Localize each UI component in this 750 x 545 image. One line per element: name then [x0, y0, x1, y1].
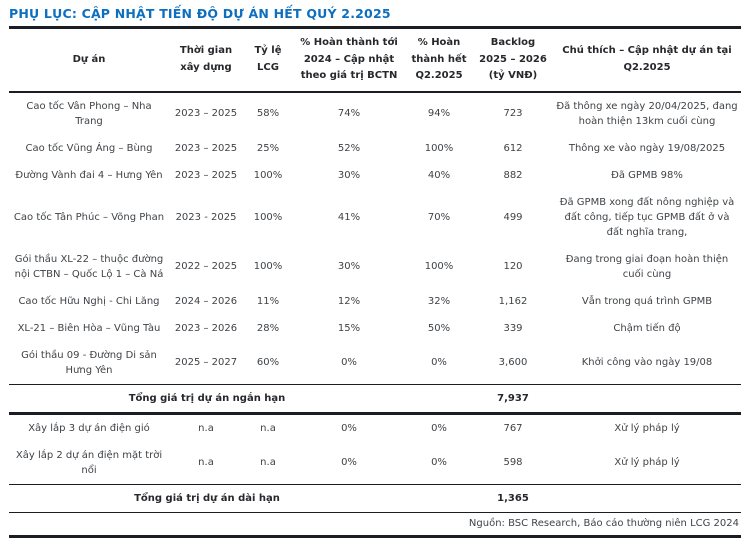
value-cell: 70% [427, 211, 451, 223]
value-cell: 40% [427, 169, 451, 181]
value-cell: 598 [503, 457, 523, 468]
project-name-cell: Gói thầu 09 - Đường Di sản Hưng Yên [21, 349, 157, 376]
value-cell: 723 [503, 108, 523, 119]
table-row [9, 92, 741, 135]
short-term-total-value: 7,937 [473, 384, 553, 413]
value-cell: 100% [424, 142, 454, 154]
value-cell: 30% [337, 169, 361, 181]
value-cell: 1,162 [498, 295, 528, 307]
value-cell: 32% [427, 295, 451, 307]
value-cell: 339 [503, 322, 523, 334]
value-cell: 100% [253, 211, 283, 223]
value-cell: 25% [256, 142, 280, 154]
value-cell: 0% [341, 357, 357, 368]
table-row [9, 315, 741, 342]
value-cell: 0% [341, 457, 357, 468]
project-name-cell: XL-21 – Biên Hòa – Vũng Tàu [17, 322, 161, 334]
value-cell: 30% [337, 261, 361, 272]
table-header [9, 29, 741, 92]
source-note: Nguồn: BSC Research, Báo cáo thường niên LCG 2024 [9, 513, 741, 538]
long-term-total-row [9, 484, 741, 512]
value-cell: n.a [260, 457, 276, 468]
note-cell: Thông xe vào ngày 19/08/2025 [568, 142, 726, 154]
long-term-total-value: 1,365 [473, 484, 553, 512]
value-cell: n.a [198, 422, 214, 434]
value-cell: 15% [337, 322, 361, 334]
value-cell: 74% [337, 108, 361, 119]
project-name-cell: Gói thầu XL-22 – thuộc đường nội CTBN – Quốc Lộ 1 – Cà Ná [14, 253, 164, 280]
value-cell: 2023 – 2026 [174, 322, 238, 334]
value-cell: 41% [337, 211, 361, 223]
value-cell: 100% [424, 261, 454, 272]
project-progress-table-wrap [9, 26, 741, 513]
value-cell: 2025 – 2027 [174, 357, 238, 368]
value-cell: 60% [256, 357, 280, 368]
note-cell: Vẫn trong quá trình GPMB [581, 295, 713, 307]
header-row [9, 29, 741, 92]
project-name-cell: Cao tốc Tân Phúc – Võng Phan [13, 211, 165, 223]
value-cell: 0% [431, 457, 447, 468]
project-name-cell: Đường Vành đai 4 – Hưng Yên [15, 169, 163, 181]
empty-cell [405, 484, 473, 512]
project-name-cell: Xây lắp 2 dự án điện mặt trời nổi [15, 449, 163, 476]
short-term-projects-body [9, 92, 741, 385]
value-cell: 499 [503, 211, 523, 223]
value-cell: 28% [256, 322, 280, 334]
table-row [9, 288, 741, 315]
value-cell: 767 [503, 422, 523, 434]
value-cell: 0% [431, 357, 447, 368]
project-progress-table [9, 29, 741, 513]
project-name-cell: Cao tốc Vũng Áng – Bùng [25, 142, 153, 154]
header-pct-complete-q2-2025: % Hoàn thành hết Q2.2025 [405, 29, 473, 92]
long-term-total-label: Tổng giá trị dự án dài hạn [9, 484, 405, 512]
value-cell: 50% [427, 322, 451, 334]
project-name-cell: Cao tốc Vân Phong – Nha Trang [26, 100, 152, 127]
value-cell: 2022 – 2025 [174, 261, 238, 272]
value-cell: 2023 – 2025 [174, 142, 238, 154]
note-cell: Khởi công vào ngày 19/08 [581, 357, 713, 368]
note-cell: Đã GPMB xong đất nông nghiệp và đất công, tiếp tục GPMB đất ở và đất nghĩa trang, [559, 196, 735, 238]
value-cell: 2024 – 2026 [174, 295, 238, 307]
value-cell: 0% [341, 422, 357, 434]
value-cell: 120 [503, 261, 523, 272]
value-cell: 12% [337, 295, 361, 307]
note-cell: Chậm tiến độ [613, 322, 681, 334]
project-name-cell: Xây lắp 3 dự án điện gió [28, 422, 150, 434]
table-row [9, 189, 741, 246]
value-cell: 3,600 [498, 357, 528, 368]
note-cell: Đang trong giai đoạn hoàn thiện cuối cùng [565, 253, 729, 280]
table-row [9, 413, 741, 442]
value-cell: 11% [256, 295, 280, 307]
value-cell: n.a [198, 457, 214, 468]
value-cell: 2023 – 2025 [174, 108, 238, 119]
table-row [9, 135, 741, 162]
page-title: PHỤ LỤC: CẬP NHẬT TIẾN ĐỘ DỰ ÁN HẾT QUÝ 2.2025 [9, 6, 391, 21]
empty-cell [405, 384, 473, 413]
note-cell: Xử lý pháp lý [614, 422, 680, 434]
value-cell: 2023 – 2025 [174, 169, 238, 181]
project-name-cell: Cao tốc Hữu Nghị - Chi Lăng [18, 295, 160, 307]
value-cell: 882 [503, 169, 523, 181]
value-cell: 52% [337, 142, 361, 154]
table-row [9, 162, 741, 189]
value-cell: 58% [256, 108, 280, 119]
short-term-total-label: Tổng giá trị dự án ngắn hạn [9, 384, 405, 413]
header-construction-time: Thời gian xây dựng [169, 29, 243, 92]
header-backlog: Backlog 2025 – 2026 (tỷ VNĐ) [473, 29, 553, 92]
value-cell: n.a [260, 422, 276, 434]
header-pct-complete-2024: % Hoàn thành tới 2024 – Cập nhật theo giá trị BCTN [293, 29, 405, 92]
long-term-total-body [9, 484, 741, 512]
empty-cell [553, 384, 741, 413]
header-lcg-share: Tỷ lệ LCG [243, 29, 293, 92]
note-cell: Đã GPMB 98% [611, 169, 683, 181]
table-row [9, 342, 741, 385]
header-notes: Chú thích – Cập nhật dự án tại Q2.2025 [553, 29, 741, 92]
value-cell: 612 [503, 142, 523, 154]
value-cell: 100% [253, 261, 283, 272]
short-term-total-row [9, 384, 741, 413]
empty-cell [553, 484, 741, 512]
short-term-total-body [9, 384, 741, 413]
long-term-projects-body [9, 413, 741, 484]
header-project: Dự án [9, 29, 169, 92]
note-cell: Đã thông xe ngày 20/04/2025, đang hoàn thiện 13km cuối cùng [556, 100, 738, 127]
table-row [9, 246, 741, 288]
value-cell: 0% [431, 422, 447, 434]
table-row [9, 442, 741, 485]
value-cell: 2023 - 2025 [175, 211, 237, 223]
value-cell: 94% [427, 108, 451, 119]
value-cell: 100% [253, 169, 283, 181]
note-cell: Xử lý pháp lý [614, 457, 680, 468]
